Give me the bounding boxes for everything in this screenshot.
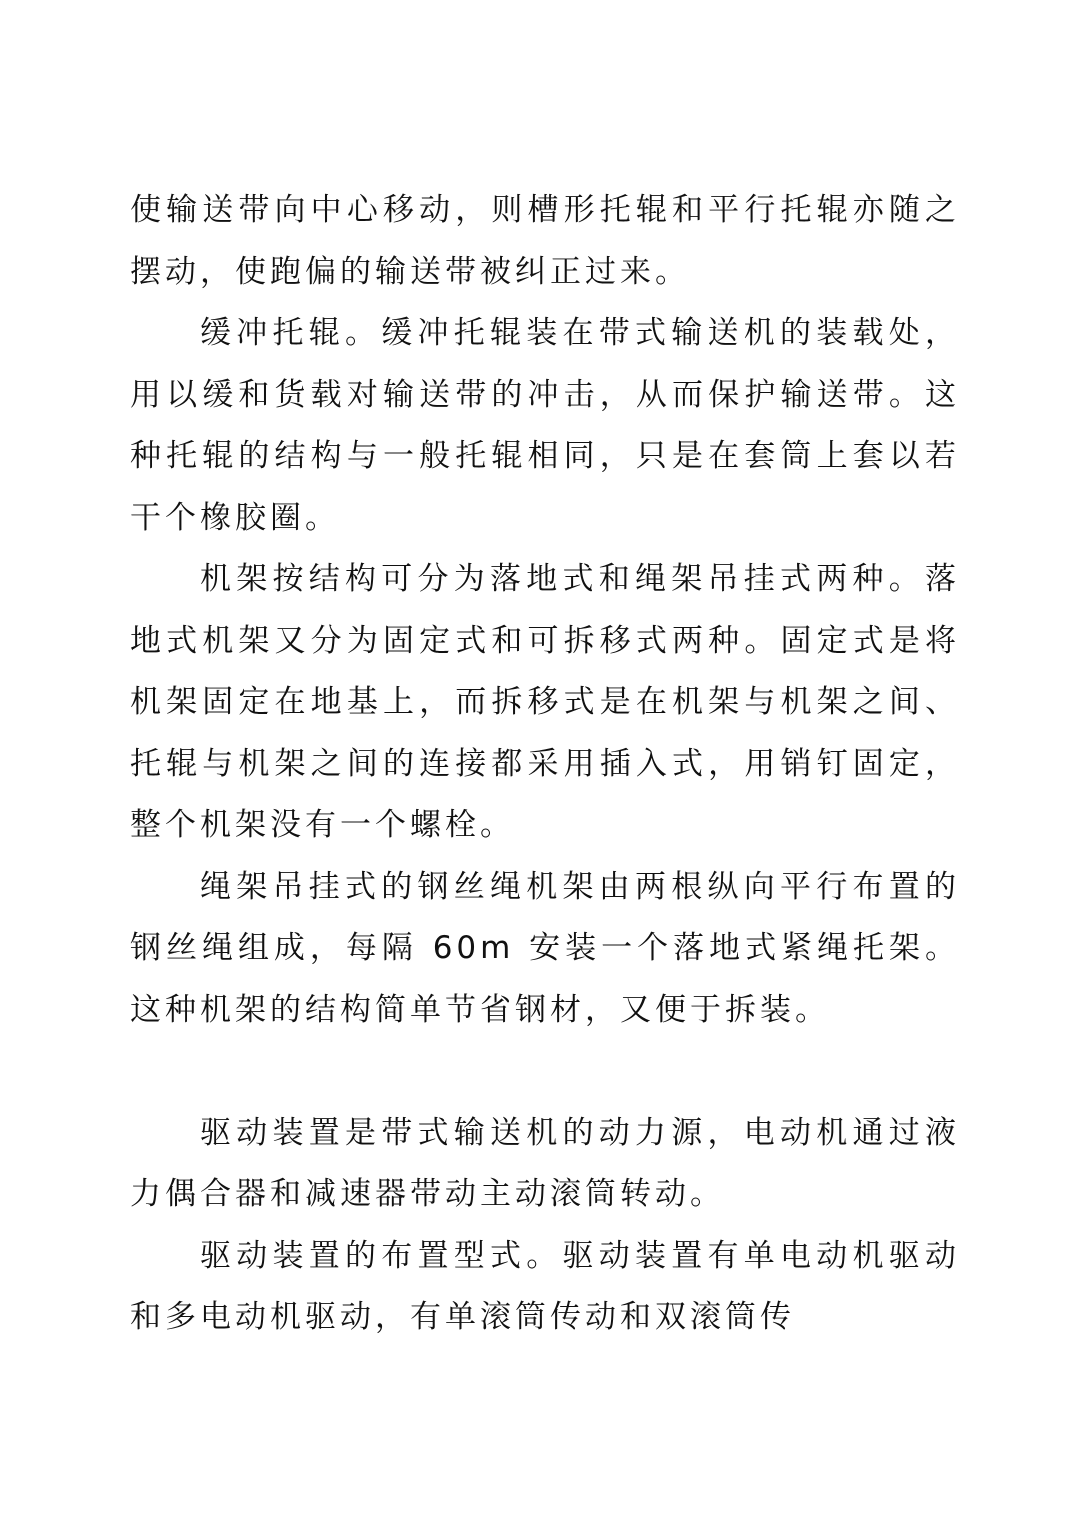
paragraph-gap bbox=[130, 1041, 960, 1103]
paragraph-buffer-idler: 缓冲托辊。缓冲托辊装在带式输送机的装载处，用以缓和货载对输送带的冲击，从而保护输送带。这种托辊的结构与一般托辊相同，只是在套筒上套以若干个橡胶圈。 bbox=[130, 315, 960, 536]
document-body bbox=[130, 180, 960, 1349]
paragraph-continuation: 使输送带向中心移动，则槽形托辊和平行托辊亦随之摆动，使跑偏的输送带被纠正过来。 bbox=[130, 192, 960, 290]
paragraph-rope-frame: 绳架吊挂式的钢丝绳机架由两根纵向平行布置的钢丝绳组成，每隔 60m 安装一个落地式紧绳托架。这种机架的结构简单节省钢材，又便于拆装。 bbox=[130, 868, 960, 1028]
paragraph-drive-unit: 驱动装置是带式输送机的动力源，电动机通过液力偶合器和减速器带动主动滚筒转动。 bbox=[130, 1114, 960, 1212]
paragraph-drive-layout: 驱动装置的布置型式。驱动装置有单电动机驱动和多电动机驱动，有单滚筒传动和双滚筒传 bbox=[130, 1237, 960, 1335]
paragraph-frame-types: 机架按结构可分为落地式和绳架吊挂式两种。落地式机架又分为固定式和可拆移式两种。固定式是将机架固定在地基上，而拆移式是在机架与机架之间、托辊与机架之间的连接都采用插入式，用销钉固定，整个机架没有一个螺栓。 bbox=[130, 561, 960, 843]
